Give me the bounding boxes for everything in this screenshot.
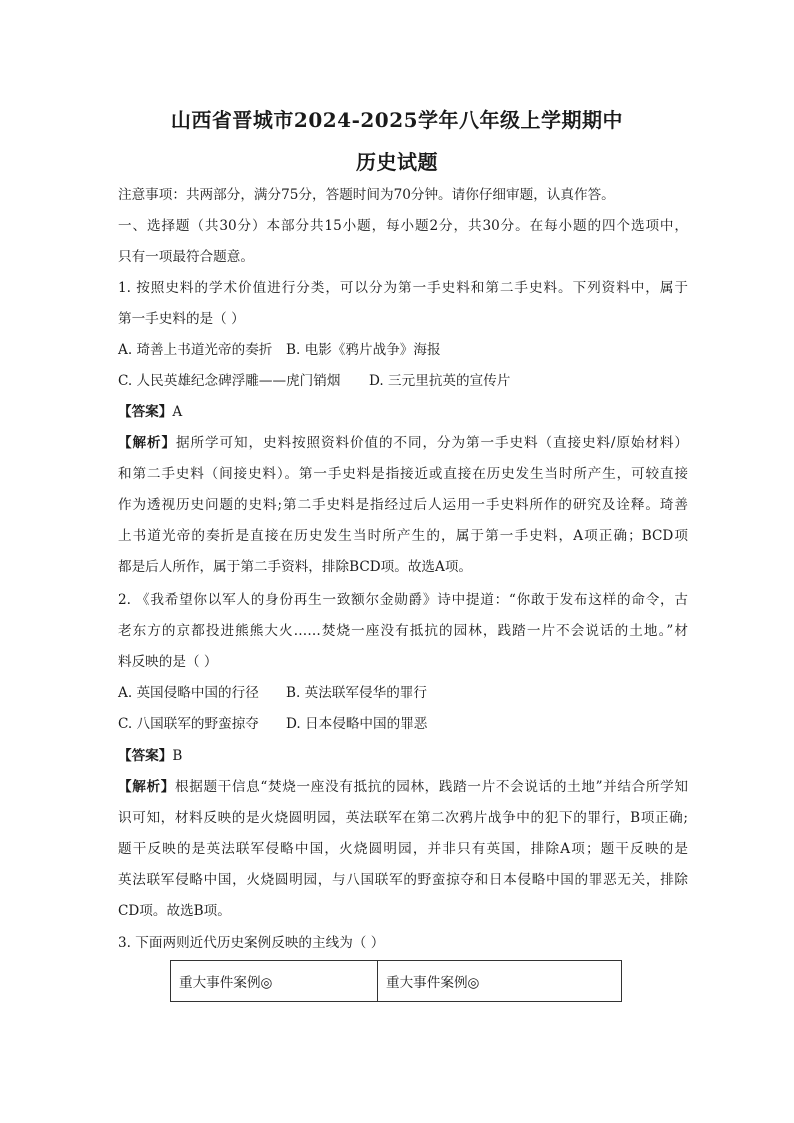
q3-case-table xyxy=(170,960,622,1002)
answer-label: 【答案】 xyxy=(118,748,173,764)
q1-stem-line-2: 第一手史料的是（ ） xyxy=(118,311,245,327)
q2-options-row-2 xyxy=(118,714,688,734)
notice-text: 注意事项：共两部分，满分75分，答题时间为70分钟。请你仔细审题，认真作答。 xyxy=(118,187,615,203)
q1-analysis-line-4: 上书道光帝的奏折是直接在历史发生当时所产生的，属于第一手史料，A项正确；BCD项 xyxy=(118,528,688,544)
page-title: 山西省晋城市2024-2025学年八年级上学期期中 xyxy=(170,108,624,132)
table-header-cell: 重大事件案例◎ xyxy=(171,961,378,1002)
section-instructions-line-1: 一、选择题（共30分）本部分共15小题，每小题2分，共30分。在每小题的四个选项中， xyxy=(118,218,688,234)
answer-label: 【答案】 xyxy=(118,404,173,420)
q2-analysis-line-4: 英法联军侵略中国，火烧圆明园，与八国联军的野蛮掠夺和日本侵略中国的罪恶无关，排除 xyxy=(118,872,688,888)
q2-answer xyxy=(118,746,688,766)
table-header-cell: 重大事件案例◎ xyxy=(378,961,622,1002)
q2-option-a: A. 英国侵略中国的行径 xyxy=(118,685,259,701)
page-subtitle: 历史试题 xyxy=(356,150,438,174)
q2-option-b: B. 英法联军侵华的罪行 xyxy=(286,685,427,701)
q1-option-d: D. 三元里抗英的宣传片 xyxy=(369,373,511,389)
q1-stem-line-1: 1. 按照史料的学术价值进行分类，可以分为第一手史料和第二手史料。下列资料中，属于 xyxy=(118,280,688,296)
q1-option-c: C. 人民英雄纪念碑浮雕——虎门销烟 xyxy=(118,373,341,389)
q2-analysis-line-2: 识可知，材料反映的是火烧圆明园，英法联军在第二次鸦片战争中的犯下的罪行，B项正确; xyxy=(118,810,688,826)
q1-analysis-line-2: 和第二手史料（间接史料）。第一手史料是指接近或直接在历史发生当时所产生，可较直接 xyxy=(118,466,688,482)
q2-analysis-line-5: CD项。故选B项。 xyxy=(118,903,231,919)
q1-options-row-2 xyxy=(118,371,688,391)
q2-options-row-1 xyxy=(118,683,688,703)
q1-options-row-1 xyxy=(118,340,688,360)
analysis-label: 【解析】 xyxy=(118,435,176,451)
q1-analysis-line-1: 【解析】据所学可知，史料按照资料价值的不同，分为第一手史料（直接史料/原始材料） xyxy=(118,435,689,451)
q1-option-a: A. 琦善上书道光帝的奏折 xyxy=(118,342,273,358)
q2-stem-line-2: 老东方的京都投进熊熊大火……焚烧一座没有抵抗的园林，践踏一片不会说话的土地。”材 xyxy=(118,623,688,639)
q1-analysis-line-5: 都是后人所作，属于第二手资料，排除BCD项。故选A项。 xyxy=(118,559,473,575)
q2-stem-line-1: 2. 《我希望你以军人的身份再生一致额尔金勋爵》诗中提道：“你敢于发布这样的命令，古 xyxy=(118,592,688,608)
analysis-label: 【解析】 xyxy=(118,779,175,795)
q1-analysis-line-3: 作为透视历史问题的史料;第二手史料是指经过后人运用一手史料所作的研究及诠释。琦善 xyxy=(118,497,688,513)
q2-option-c: C. 八国联军的野蛮掠夺 xyxy=(118,716,259,732)
q2-option-d: D. 日本侵略中国的罪恶 xyxy=(286,716,428,732)
q2-analysis-line-1: 【解析】根据题干信息“焚烧一座没有抵抗的园林，践踏一片不会说话的土地”并结合所学知 xyxy=(118,779,688,795)
q1-answer xyxy=(118,402,688,422)
q3-stem: 3. 下面两则近代历史案例反映的主线为（ ） xyxy=(118,935,385,951)
answer-value: A xyxy=(172,404,183,420)
q2-analysis-line-3: 题干反映的是英法联军侵略中国，火烧圆明园，并非只有英国，排除A项；题干反映的是 xyxy=(118,841,688,857)
section-instructions-line-2: 只有一项最符合题意。 xyxy=(118,249,254,265)
answer-value: B xyxy=(172,748,183,764)
q1-option-b: B. 电影《鸦片战争》海报 xyxy=(286,342,441,358)
q2-stem-line-3: 料反映的是（ ） xyxy=(118,654,218,670)
table-row xyxy=(171,961,622,1002)
